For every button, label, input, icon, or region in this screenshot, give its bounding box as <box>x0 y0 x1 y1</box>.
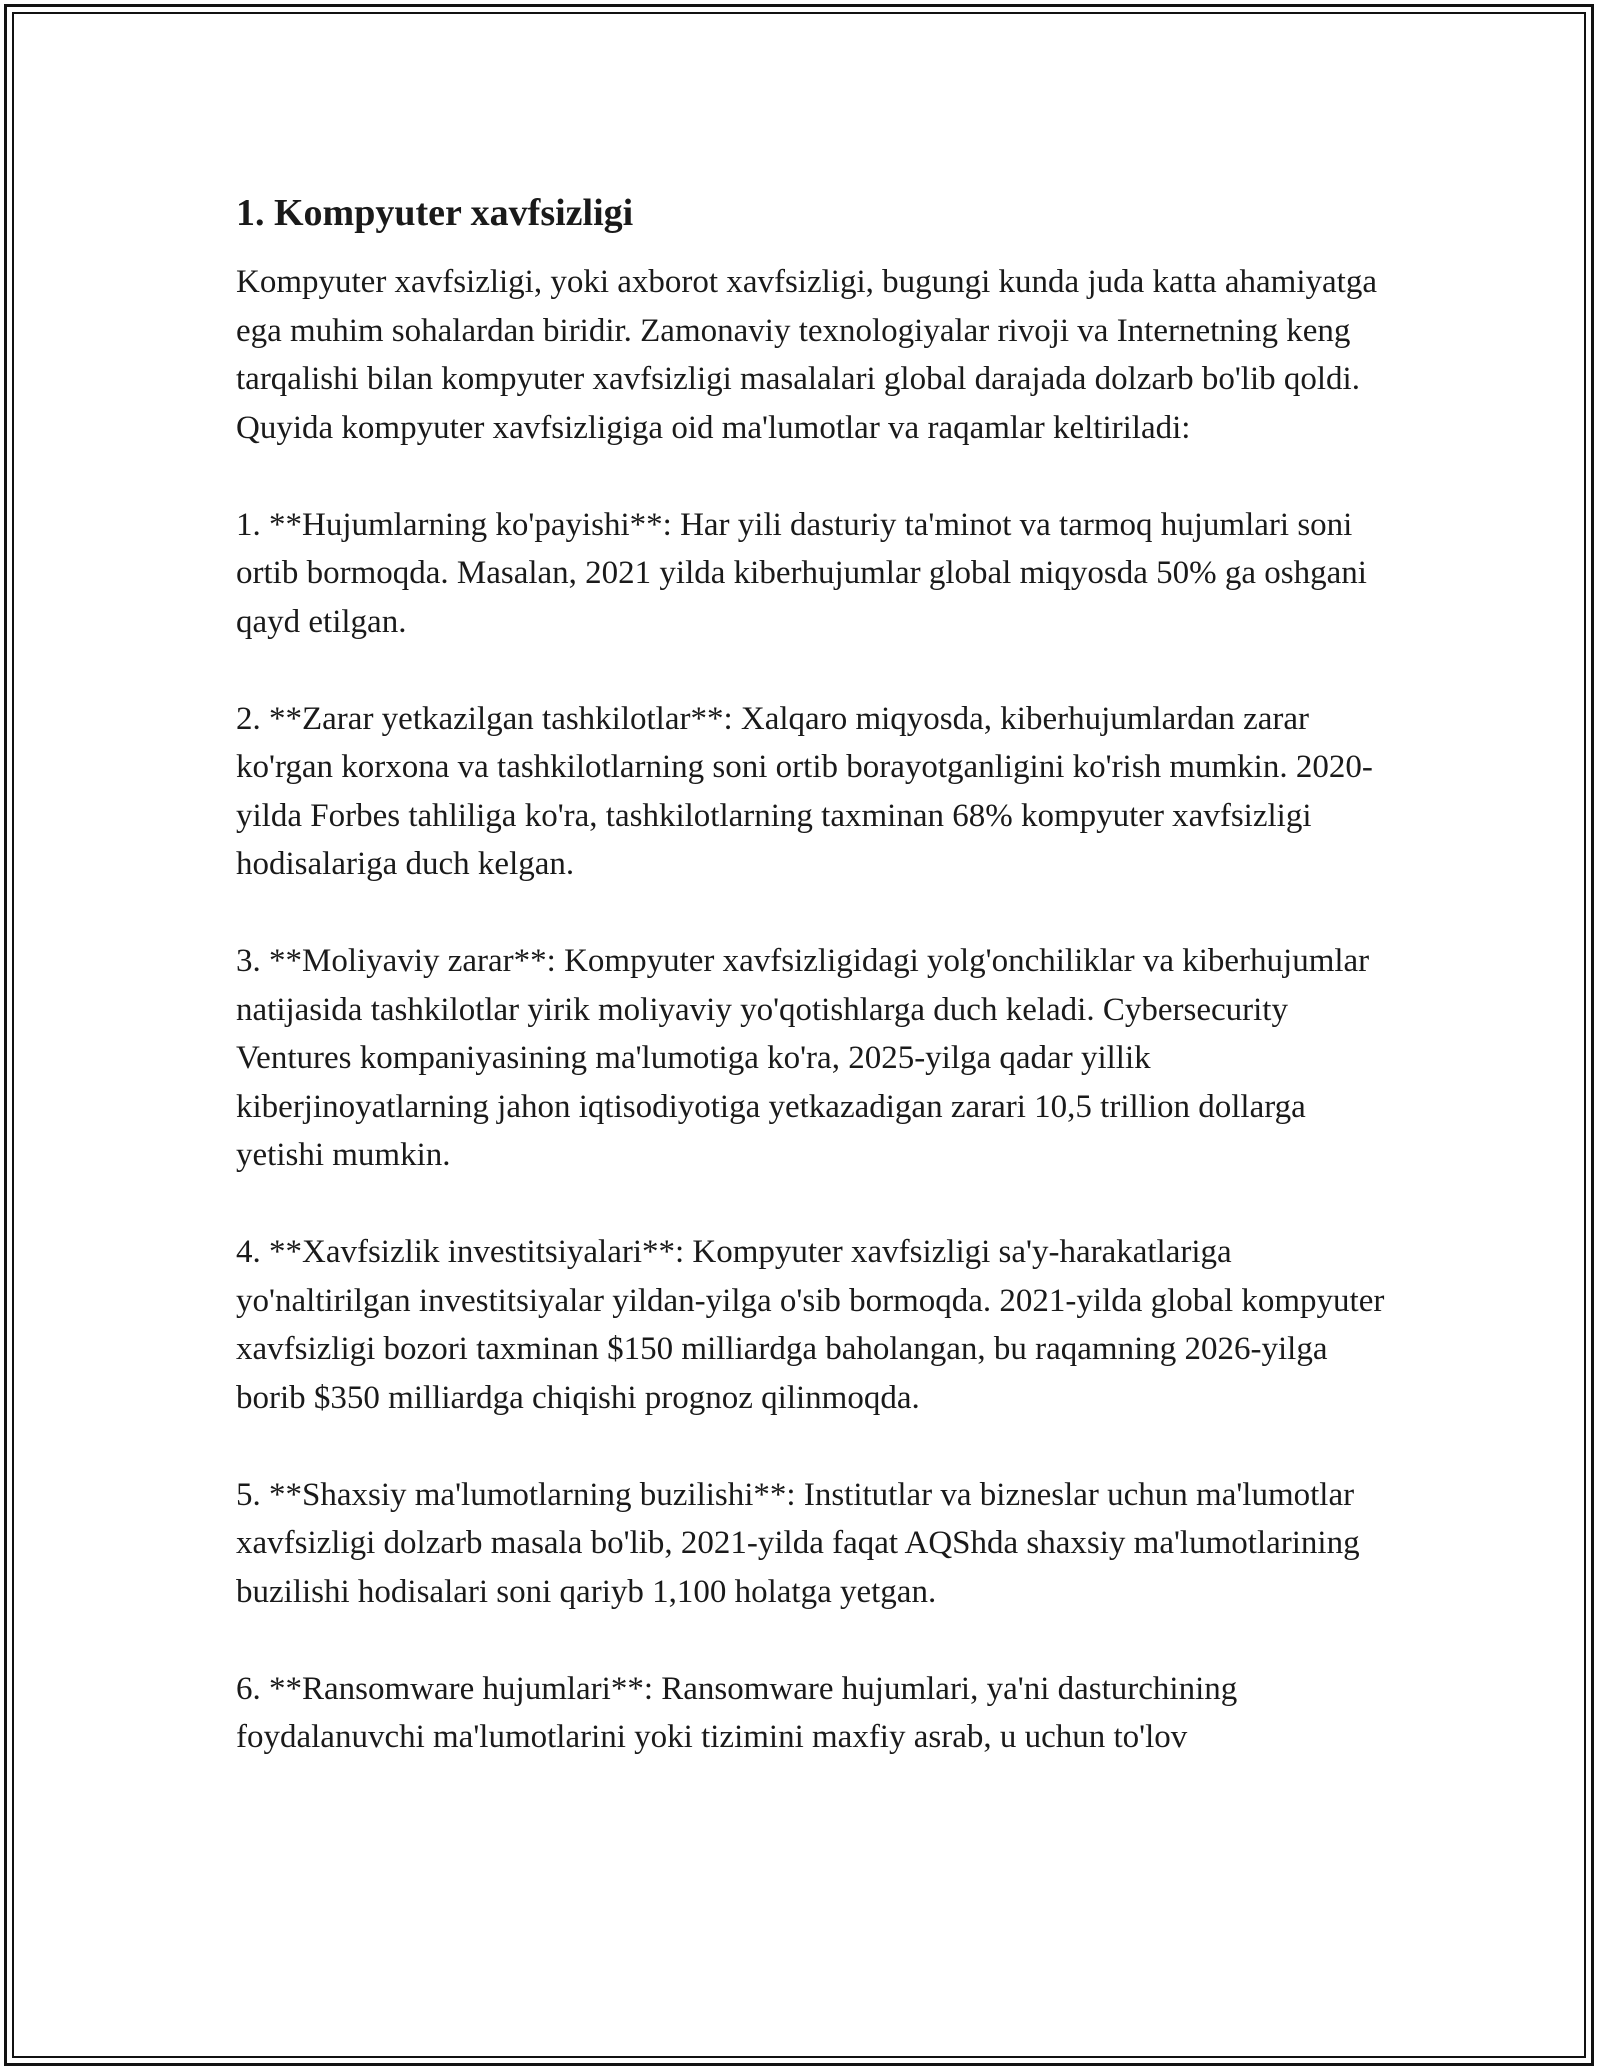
list-item-security-investments: 4. **Xavfsizlik investitsiyalari**: Kompyuter xavfsizligi sa'y-harakatlariga yo'naltirilgan investitsiyalar yildan-yilga o'sib bormoqda. 2021-yilda global kompyuter xavfsizligi bozori taxminan $150 milliardga baholangan, bu raqamning 2026-yilga borib $350 milliardga chiqishi prognoz qilinmoqda. <box>236 1234 1385 1416</box>
list-item-data-breaches: 5. **Shaxsiy ma'lumotlarning buzilishi**: Institutlar va bizneslar uchun ma'lumotlar xavfsizligi dolzarb masala bo'lib, 2021-yilda faqat AQShda shaxsiy ma'lumotlarining buzilishi hodisalari soni qariyb 1,100 holatga yetgan. <box>236 1476 1360 1610</box>
document-body <box>236 190 1396 1810</box>
document-title: 1. Kompyuter xavfsizligi <box>236 192 634 234</box>
list-item-financial-damage: 3. **Moliyaviy zarar**: Kompyuter xavfsizligidagi yolg'onchiliklar va kiberhujumlar natijasida tashkilotlar yirik moliyaviy yo'qotishlarga duch keladi. Cybersecurity Ventures kompaniyasining ma'lumotiga ko'ra, 2025-yilga qadar yillik kiberjinoyatlarning jahon iqtisodiyotiga yetkazadigan zarari 10,5 trillion dollarga yetishi mumkin. <box>236 943 1370 1173</box>
intro-paragraph: Kompyuter xavfsizligi, yoki axborot xavfsizligi, bugungi kunda juda katta ahamiyatga ega muhim sohalardan biridir. Zamonaviy texnologiyalar rivoji va Internetning keng tarqalishi bilan kompyuter xavfsizligi masalalari global darajada dolzarb bo'lib qoldi. Quyida kompyuter xavfsizligiga oid ma'lumotlar va raqamlar keltiriladi: <box>236 264 1377 446</box>
list-item-attacks-growth: 1. **Hujumlarning ko'payishi**: Har yili dasturiy ta'minot va tarmoq hujumlari soni ortib bormoqda. Masalan, 2021 yilda kiberhujumlar global miqyosda 50% ga oshgani qayd etilgan. <box>236 506 1367 640</box>
list-item-ransomware: 6. **Ransomware hujumlari**: Ransomware hujumlari, ya'ni dasturchining foydalanuvchi ma'lumotlarini yoki tizimini maxfiy asrab, u uchun to'lov <box>236 1670 1238 1755</box>
list-item-affected-organizations: 2. **Zarar yetkazilgan tashkilotlar**: Xalqaro miqyosda, kiberhujumlardan zarar ko'rgan korxona va tashkilotlarning soni ortib borayotganligini ko'rish mumkin. 2020-yilda Forbes tahliliga ko'ra, tashkilotlarning taxminan 68% kompyuter xavfsizligi hodisalariga duch kelgan. <box>236 700 1373 882</box>
